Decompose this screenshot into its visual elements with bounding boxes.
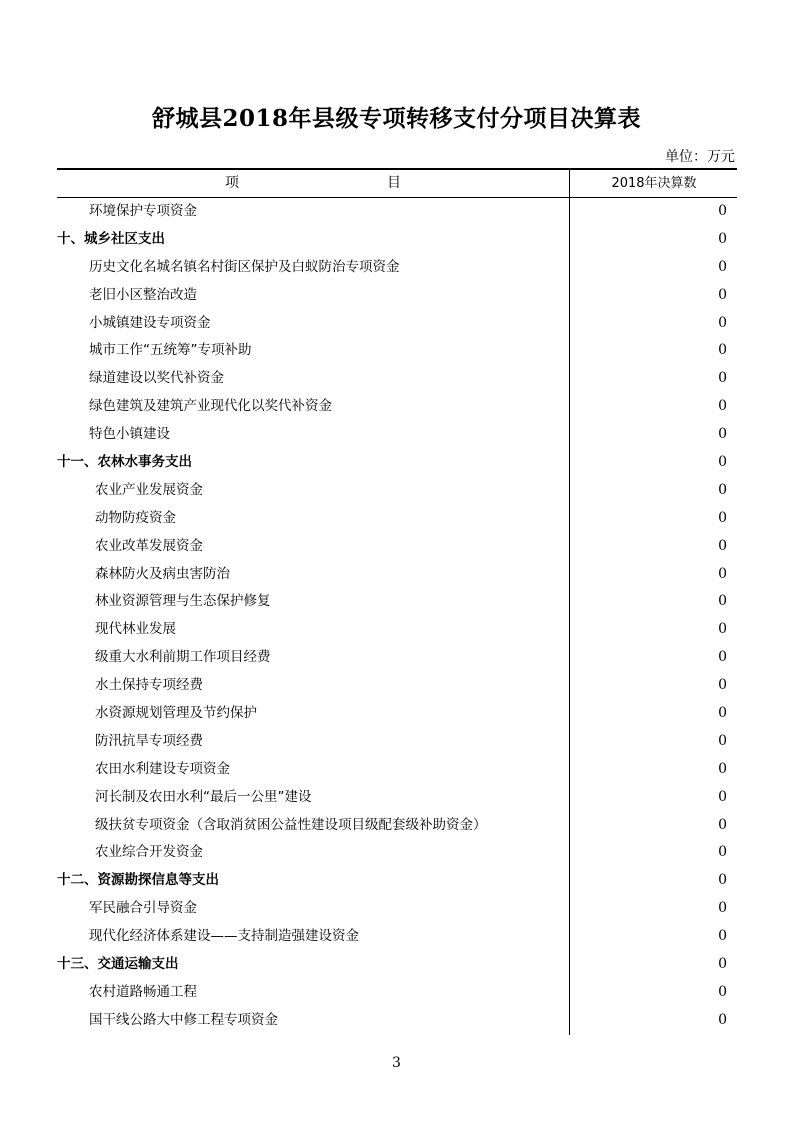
- row-name: 森林防火及病虫害防治: [95, 565, 230, 582]
- budget-table: [57, 168, 737, 1035]
- row-amount: 0: [718, 509, 727, 526]
- row-name: 水土保持专项经费: [95, 677, 203, 694]
- table-row: [57, 644, 737, 672]
- table-row: [57, 533, 737, 561]
- row-amount: 0: [718, 983, 727, 1000]
- table-row: [57, 672, 737, 700]
- header-amount-label: 2018年决算数: [611, 176, 697, 191]
- row-name: 历史文化名城名镇名村街区保护及白蚁防治专项资金: [89, 258, 400, 275]
- unit-label: 单位：万元: [665, 149, 735, 165]
- table-row: [57, 700, 737, 728]
- table-row: [57, 254, 737, 282]
- row-name: 现代化经济体系建设——支持制造强建设资金: [89, 928, 359, 945]
- header-item-label-1: 项: [225, 175, 239, 191]
- table-row: [57, 310, 737, 338]
- row-name: 农田水利建设专项资金: [95, 760, 230, 777]
- row-name: 国干线公路大中修工程专项资金: [89, 1011, 278, 1028]
- row-name: 城市工作“五统筹”专项补助: [89, 342, 252, 359]
- row-name: 水资源规划管理及节约保护: [95, 705, 257, 722]
- row-amount: 0: [718, 203, 727, 219]
- table-row: [57, 365, 737, 393]
- row-name: 防汛抗旱专项经费: [95, 732, 203, 749]
- table-row: [57, 282, 737, 310]
- row-amount: 0: [718, 649, 727, 666]
- row-name: 十、城乡社区支出: [57, 230, 165, 247]
- row-amount: 0: [718, 928, 727, 945]
- page-number: 3: [392, 1055, 401, 1071]
- row-amount: 0: [718, 677, 727, 694]
- row-name: 军民融合引导资金: [89, 900, 197, 917]
- row-amount: 0: [718, 816, 727, 833]
- row-name: 十一、农林水事务支出: [57, 454, 192, 471]
- row-name: 农业产业发展资金: [95, 481, 203, 498]
- table-row: [57, 839, 737, 867]
- row-amount: 0: [718, 342, 727, 359]
- table-row: [57, 812, 737, 840]
- table-header: [57, 170, 737, 198]
- row-name: 老旧小区整治改造: [89, 286, 197, 303]
- row-amount: 0: [718, 258, 727, 275]
- table-row: [57, 923, 737, 951]
- row-amount: 0: [718, 760, 727, 777]
- row-amount: 0: [718, 426, 727, 443]
- row-name: 绿道建设以奖代补资金: [89, 370, 224, 387]
- table-row: [57, 337, 737, 365]
- table-row: [57, 393, 737, 421]
- header-item-column: [57, 170, 570, 197]
- row-amount: 0: [718, 230, 727, 247]
- table-row: [57, 895, 737, 923]
- row-name: 级重大水利前期工作项目经费: [95, 649, 271, 666]
- table-row: [57, 449, 737, 477]
- row-name: 级扶贫专项资金（含取消贫困公益性建设项目级配套级补助资金）: [95, 816, 487, 833]
- table-row: [57, 1007, 737, 1035]
- row-name: 林业资源管理与生态保护修复: [95, 593, 271, 610]
- row-amount: 0: [718, 454, 727, 471]
- table-row: [57, 226, 737, 254]
- row-name: 农村道路畅通工程: [89, 983, 197, 1000]
- header-item-label-2: 目: [387, 175, 401, 191]
- table-row: [57, 421, 737, 449]
- row-amount: 0: [718, 481, 727, 498]
- table-row: [57, 728, 737, 756]
- row-amount: 0: [718, 788, 727, 805]
- table-row: [57, 756, 737, 784]
- row-name: 特色小镇建设: [89, 426, 170, 443]
- row-amount: 0: [718, 1011, 727, 1028]
- row-amount: 0: [718, 872, 727, 889]
- table-row: [57, 198, 737, 226]
- table-row: [57, 561, 737, 589]
- row-amount: 0: [718, 900, 727, 917]
- row-amount: 0: [718, 565, 727, 582]
- row-name: 十三、交通运输支出: [57, 956, 179, 973]
- row-amount: 0: [718, 844, 727, 861]
- row-amount: 0: [718, 370, 727, 387]
- table-row: [57, 867, 737, 895]
- row-amount: 0: [718, 537, 727, 554]
- row-name: 河长制及农田水利“最后一公里”建设: [95, 788, 312, 805]
- row-name: 农业改革发展资金: [95, 537, 203, 554]
- row-amount: 0: [718, 956, 727, 973]
- column-divider: [569, 170, 570, 1035]
- table-row: [57, 979, 737, 1007]
- row-amount: 0: [718, 621, 727, 638]
- table-row: [57, 505, 737, 533]
- row-amount: 0: [718, 314, 727, 331]
- row-name: 小城镇建设专项资金: [89, 314, 211, 331]
- row-amount: 0: [718, 398, 727, 415]
- table-row: [57, 951, 737, 979]
- row-name: 十二、资源勘探信息等支出: [57, 872, 219, 889]
- row-name: 绿色建筑及建筑产业现代化以奖代补资金: [89, 398, 332, 415]
- row-amount: 0: [718, 286, 727, 303]
- row-amount: 0: [718, 732, 727, 749]
- row-name: 农业综合开发资金: [95, 844, 203, 861]
- table-row: [57, 784, 737, 812]
- row-name: 环境保护专项资金: [89, 203, 197, 219]
- table-row: [57, 588, 737, 616]
- row-amount: 0: [718, 593, 727, 610]
- table-row: [57, 616, 737, 644]
- row-name: 动物防疫资金: [95, 509, 176, 526]
- row-amount: 0: [718, 705, 727, 722]
- row-name: 现代林业发展: [95, 621, 176, 638]
- page-title: 舒城县2018年县级专项转移支付分项目决算表: [151, 105, 641, 132]
- table-row: [57, 477, 737, 505]
